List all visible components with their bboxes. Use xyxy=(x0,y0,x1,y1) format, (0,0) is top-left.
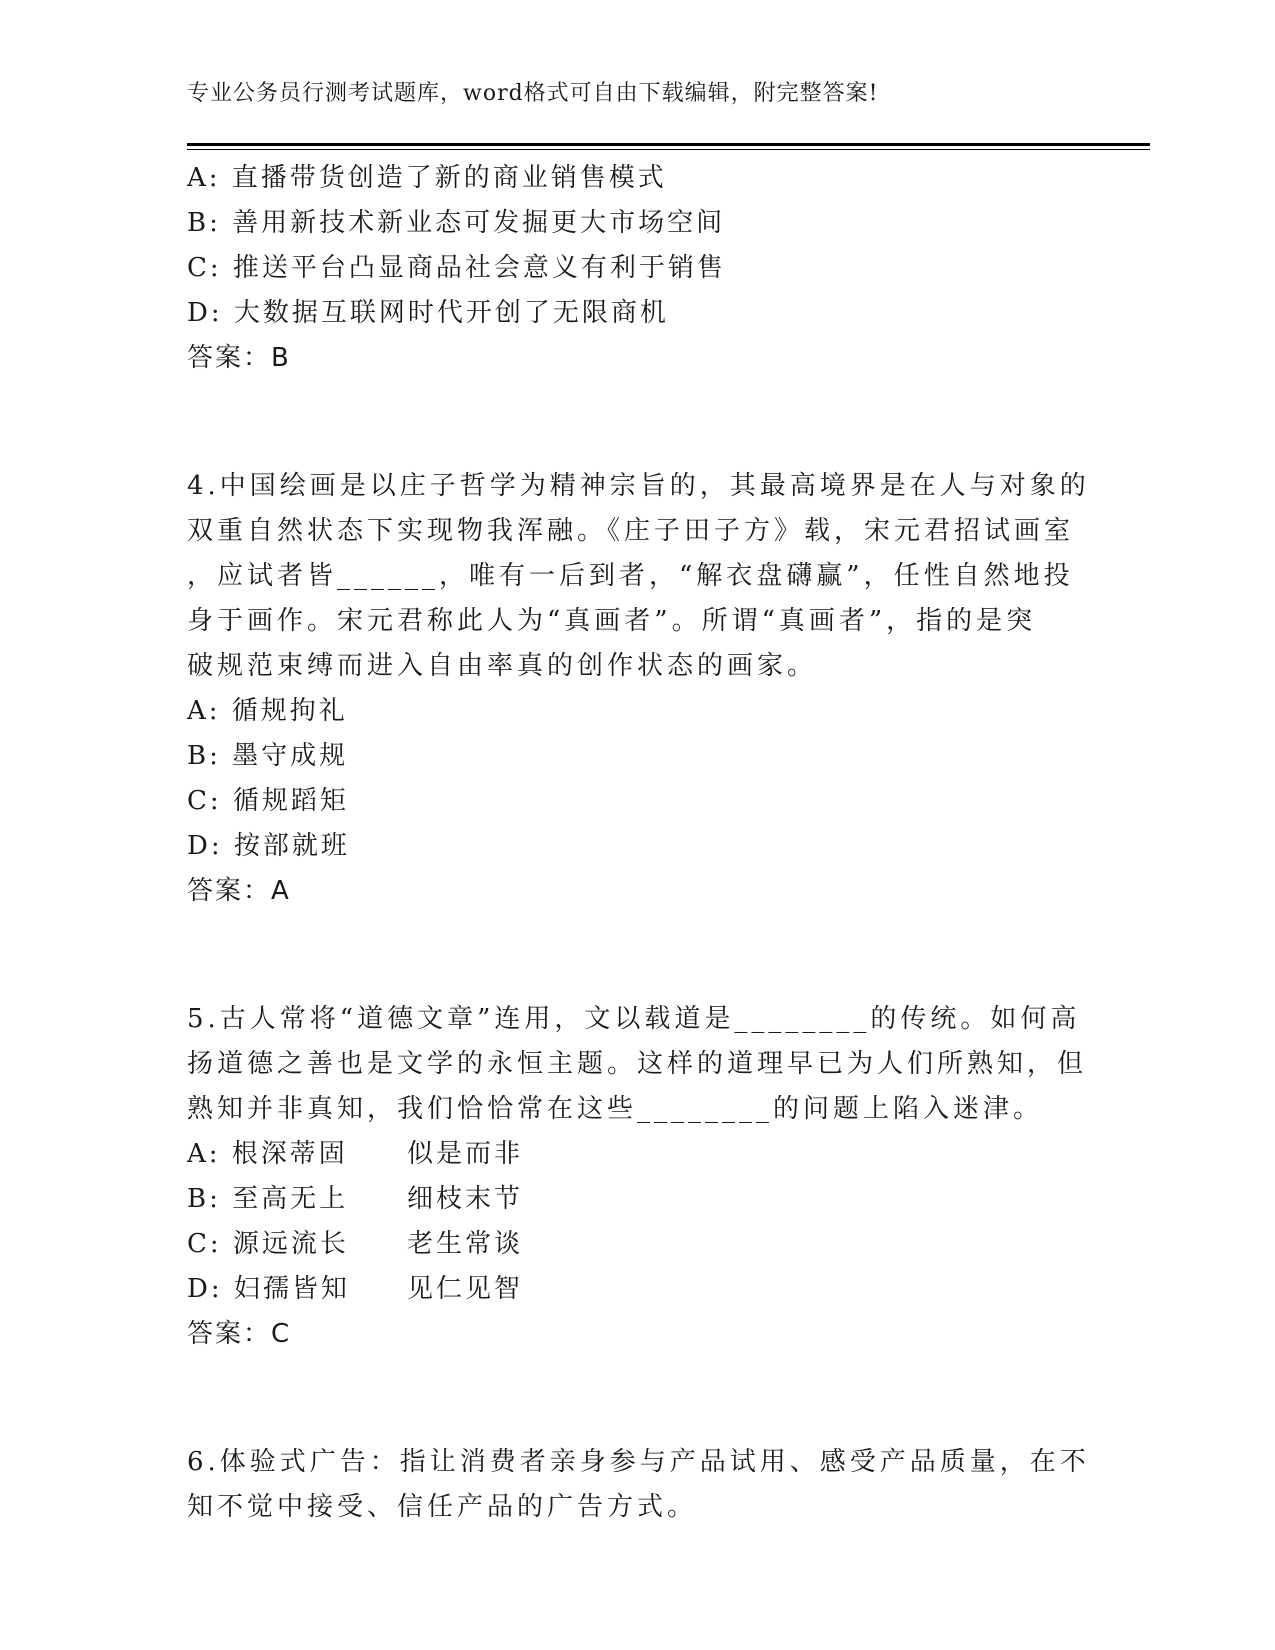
option-a: A: 直播带货创造了新的商业销售模式 xyxy=(187,163,667,193)
question-4 xyxy=(187,464,1090,914)
question-stem-line: 扬道德之善也是文学的永恒主题。这样的道理早已为人们所熟知，但 xyxy=(187,1049,1088,1079)
option-first-term: D: 妇孺皆知 xyxy=(187,1274,350,1304)
question-stem-line: 破规范束缚而进入自由率真的创作状态的画家。 xyxy=(187,651,818,681)
question-stem-line: 双重自然状态下实现物我浑融。《庄子田子方》载，宋元君招试画室 xyxy=(187,516,1075,546)
option-second-term: 细枝末节 xyxy=(407,1184,524,1214)
answer-line: 答案：A xyxy=(187,876,291,906)
question-stem-line: 5.古人常将“道德文章”连用，文以载道是________的传统。如何高 xyxy=(187,1004,1081,1034)
question-stem-line: 知不觉中接受、信任产品的广告方式。 xyxy=(187,1492,698,1522)
option-c: C: 循规蹈矩 xyxy=(187,786,349,816)
option-d xyxy=(187,1267,1067,1312)
option-a xyxy=(187,1132,1067,1177)
option-first-term: A: 根深蒂固 xyxy=(187,1139,348,1169)
option-d: D: 大数据互联网时代开创了无限商机 xyxy=(187,298,669,328)
answer-line: 答案：B xyxy=(187,343,291,373)
question-stem-line: ，应试者皆______，唯有一后到者，“解衣盘礴赢”，任性自然地投 xyxy=(187,561,1074,591)
option-second-term: 老生常谈 xyxy=(407,1229,524,1259)
question-stem-line: 熟知并非真知，我们恰恰常在这些________的问题上陷入迷津。 xyxy=(187,1094,1044,1124)
answer-line: 答案：C xyxy=(187,1319,292,1349)
question-stem-line: 4.中国绘画是以庄子哲学为精神宗旨的，其最高境界是在人与对象的 xyxy=(187,471,1090,501)
question-6 xyxy=(187,1440,1090,1530)
option-first-term: C: 源远流长 xyxy=(187,1229,349,1259)
question-stem-line: 身于画作。宋元君称此人为“真画者”。所谓“真画者”，指的是突 xyxy=(187,606,1037,636)
header-rule-thin xyxy=(187,149,1150,150)
option-b xyxy=(187,1177,1067,1222)
option-second-term: 见仁见智 xyxy=(407,1274,524,1304)
option-c: C: 推送平台凸显商品社会意义有利于销售 xyxy=(187,253,726,283)
header-rule-thick xyxy=(187,143,1150,146)
option-first-term: B: 至高无上 xyxy=(187,1184,349,1214)
option-second-term: 似是而非 xyxy=(407,1139,524,1169)
question-stem-line: 6.体验式广告：指让消费者亲身参与产品试用、感受产品质量，在不 xyxy=(187,1447,1090,1477)
option-b: B: 墨守成规 xyxy=(187,741,349,771)
question-3 xyxy=(187,156,1067,381)
question-5 xyxy=(187,997,1088,1357)
option-c xyxy=(187,1222,1067,1267)
document-body xyxy=(187,156,1090,1530)
option-b: B: 善用新技术新业态可发掘更大市场空间 xyxy=(187,208,726,238)
page-header: 专业公务员行测考试题库，word格式可自由下载编辑，附完整答案! xyxy=(187,81,879,106)
option-a: A: 循规拘礼 xyxy=(187,696,348,726)
option-d: D: 按部就班 xyxy=(187,831,350,861)
